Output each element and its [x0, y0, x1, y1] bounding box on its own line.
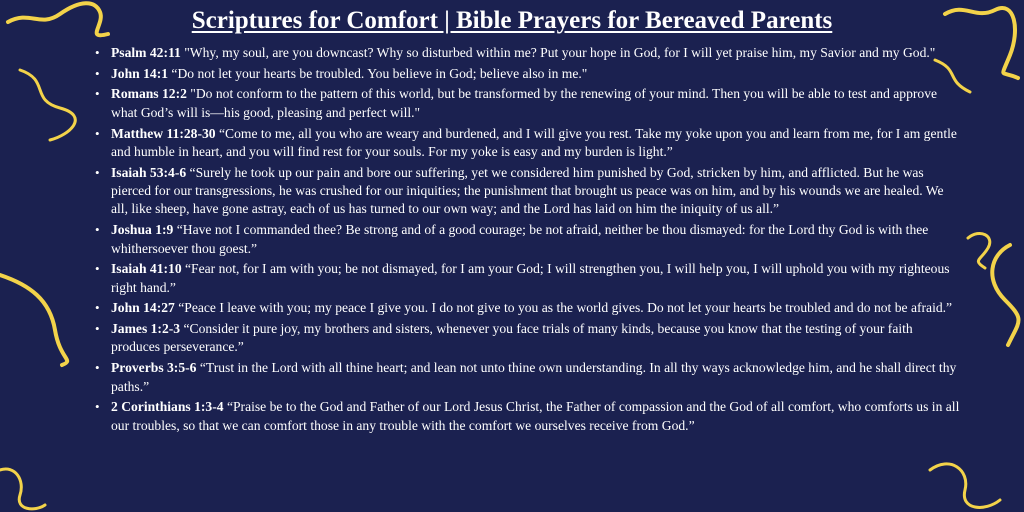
verse-item: [95, 44, 961, 62]
verse-reference: Romans 12:2: [111, 86, 187, 102]
ribbon-left-lower: [0, 275, 67, 365]
verse-reference: 2 Corinthians 1:3-4: [111, 399, 224, 415]
page-title: Scriptures for Comfort | Bible Prayers for Bereaved Parents: [191, 7, 833, 34]
verse-item: [95, 164, 961, 219]
verse-text: “Do not let your hearts be troubled. You believe in God; believe also in me.": [168, 65, 588, 81]
verse-text: “Have not I commanded thee? Be strong and of a good courage; be not afraid, neither be thou dismayed: for the Lord thy God is with thee whithersoever thou goest.”: [111, 222, 929, 256]
verse-text: “Fear not, for I am with you; be not dismayed, for I am your God; I will strengthen you, I will help you, I will uphold you with my righteous right hand.”: [111, 261, 950, 295]
verse-item: [95, 260, 961, 297]
verse-reference: John 14:27: [111, 300, 175, 316]
verse-reference: John 14:1: [111, 65, 169, 81]
verse-reference: Isaiah 53:4-6: [111, 164, 187, 180]
ribbon-bottom-right: [930, 464, 1000, 508]
ribbon-right-lower: [992, 245, 1018, 345]
ribbon-bottom-left: [0, 469, 45, 509]
verse-text: “Come to me, all you who are weary and burdened, and I will give you rest. Take my yoke upon you and learn from me, for I am gentle and humble in heart, and you will find rest for your souls. For my yoke is easy and my burden is light.”: [111, 125, 957, 159]
verse-item: [95, 398, 961, 435]
verse-item: [95, 320, 961, 357]
verse-text: “Trust in the Lord with all thine heart; and lean not unto thine own understanding. In all thy ways acknowledge him, and he shall direct thy paths.”: [111, 360, 957, 394]
verse-item: [95, 359, 961, 396]
verse-item: [95, 85, 961, 122]
verse-reference: Psalm 42:11: [111, 45, 181, 60]
verse-reference: Proverbs 3:5-6: [111, 360, 197, 376]
verse-text: “Praise be to the God and Father of our Lord Jesus Christ, the Father of compassion and the God of all comfort, who comforts us in all our troubles, so that we can comfort those in any trouble with the comfort we ourselves receive from God.”: [111, 399, 960, 433]
ribbon-right-curl: [968, 233, 990, 268]
ribbon-left-upper: [20, 70, 75, 140]
verse-text: “Consider it pure joy, my brothers and sisters, whenever you face trials of many kinds, because you know that the testing of your faith produces perseverance.”: [111, 321, 913, 355]
verse-text: “Peace I leave with you; my peace I give you. I do not give to you as the world gives. Do not let your hearts be troubled and do not be afraid.”: [174, 300, 953, 316]
verse-item: [95, 65, 961, 83]
verse-item: [95, 299, 961, 317]
verse-text: "Why, my soul, are you downcast? Why so disturbed within me? Put your hope in God, for I will yet praise him, my Savior and my God.": [180, 45, 936, 60]
verse-reference: Matthew 11:28-30: [111, 125, 216, 141]
verse-reference: Joshua 1:9: [111, 222, 174, 238]
verse-text: “Surely he took up our pain and bore our suffering, yet we considered him punished by God, stricken by him, and afflicted. But he was pierced for our transgressions, he was crushed for our iniquities; the punishment that brought us peace was on him, and by his wounds we are healed. We all, like sheep, have gone astray, each of us has turned to our own way; and the Lord has laid on him the iniquity of us all.”: [111, 164, 944, 217]
verse-reference: Isaiah 41:10: [111, 261, 182, 277]
verse-reference: James 1:2-3: [111, 321, 181, 337]
verse-item: [95, 125, 961, 162]
verse-item: [95, 221, 961, 258]
verse-text: "Do not conform to the pattern of this world, but be transformed by the renewing of your mind. Then you will be able to test and approve what God’s will is—his good, pleasing and perfect will.": [111, 86, 938, 120]
verse-list: [95, 44, 961, 437]
